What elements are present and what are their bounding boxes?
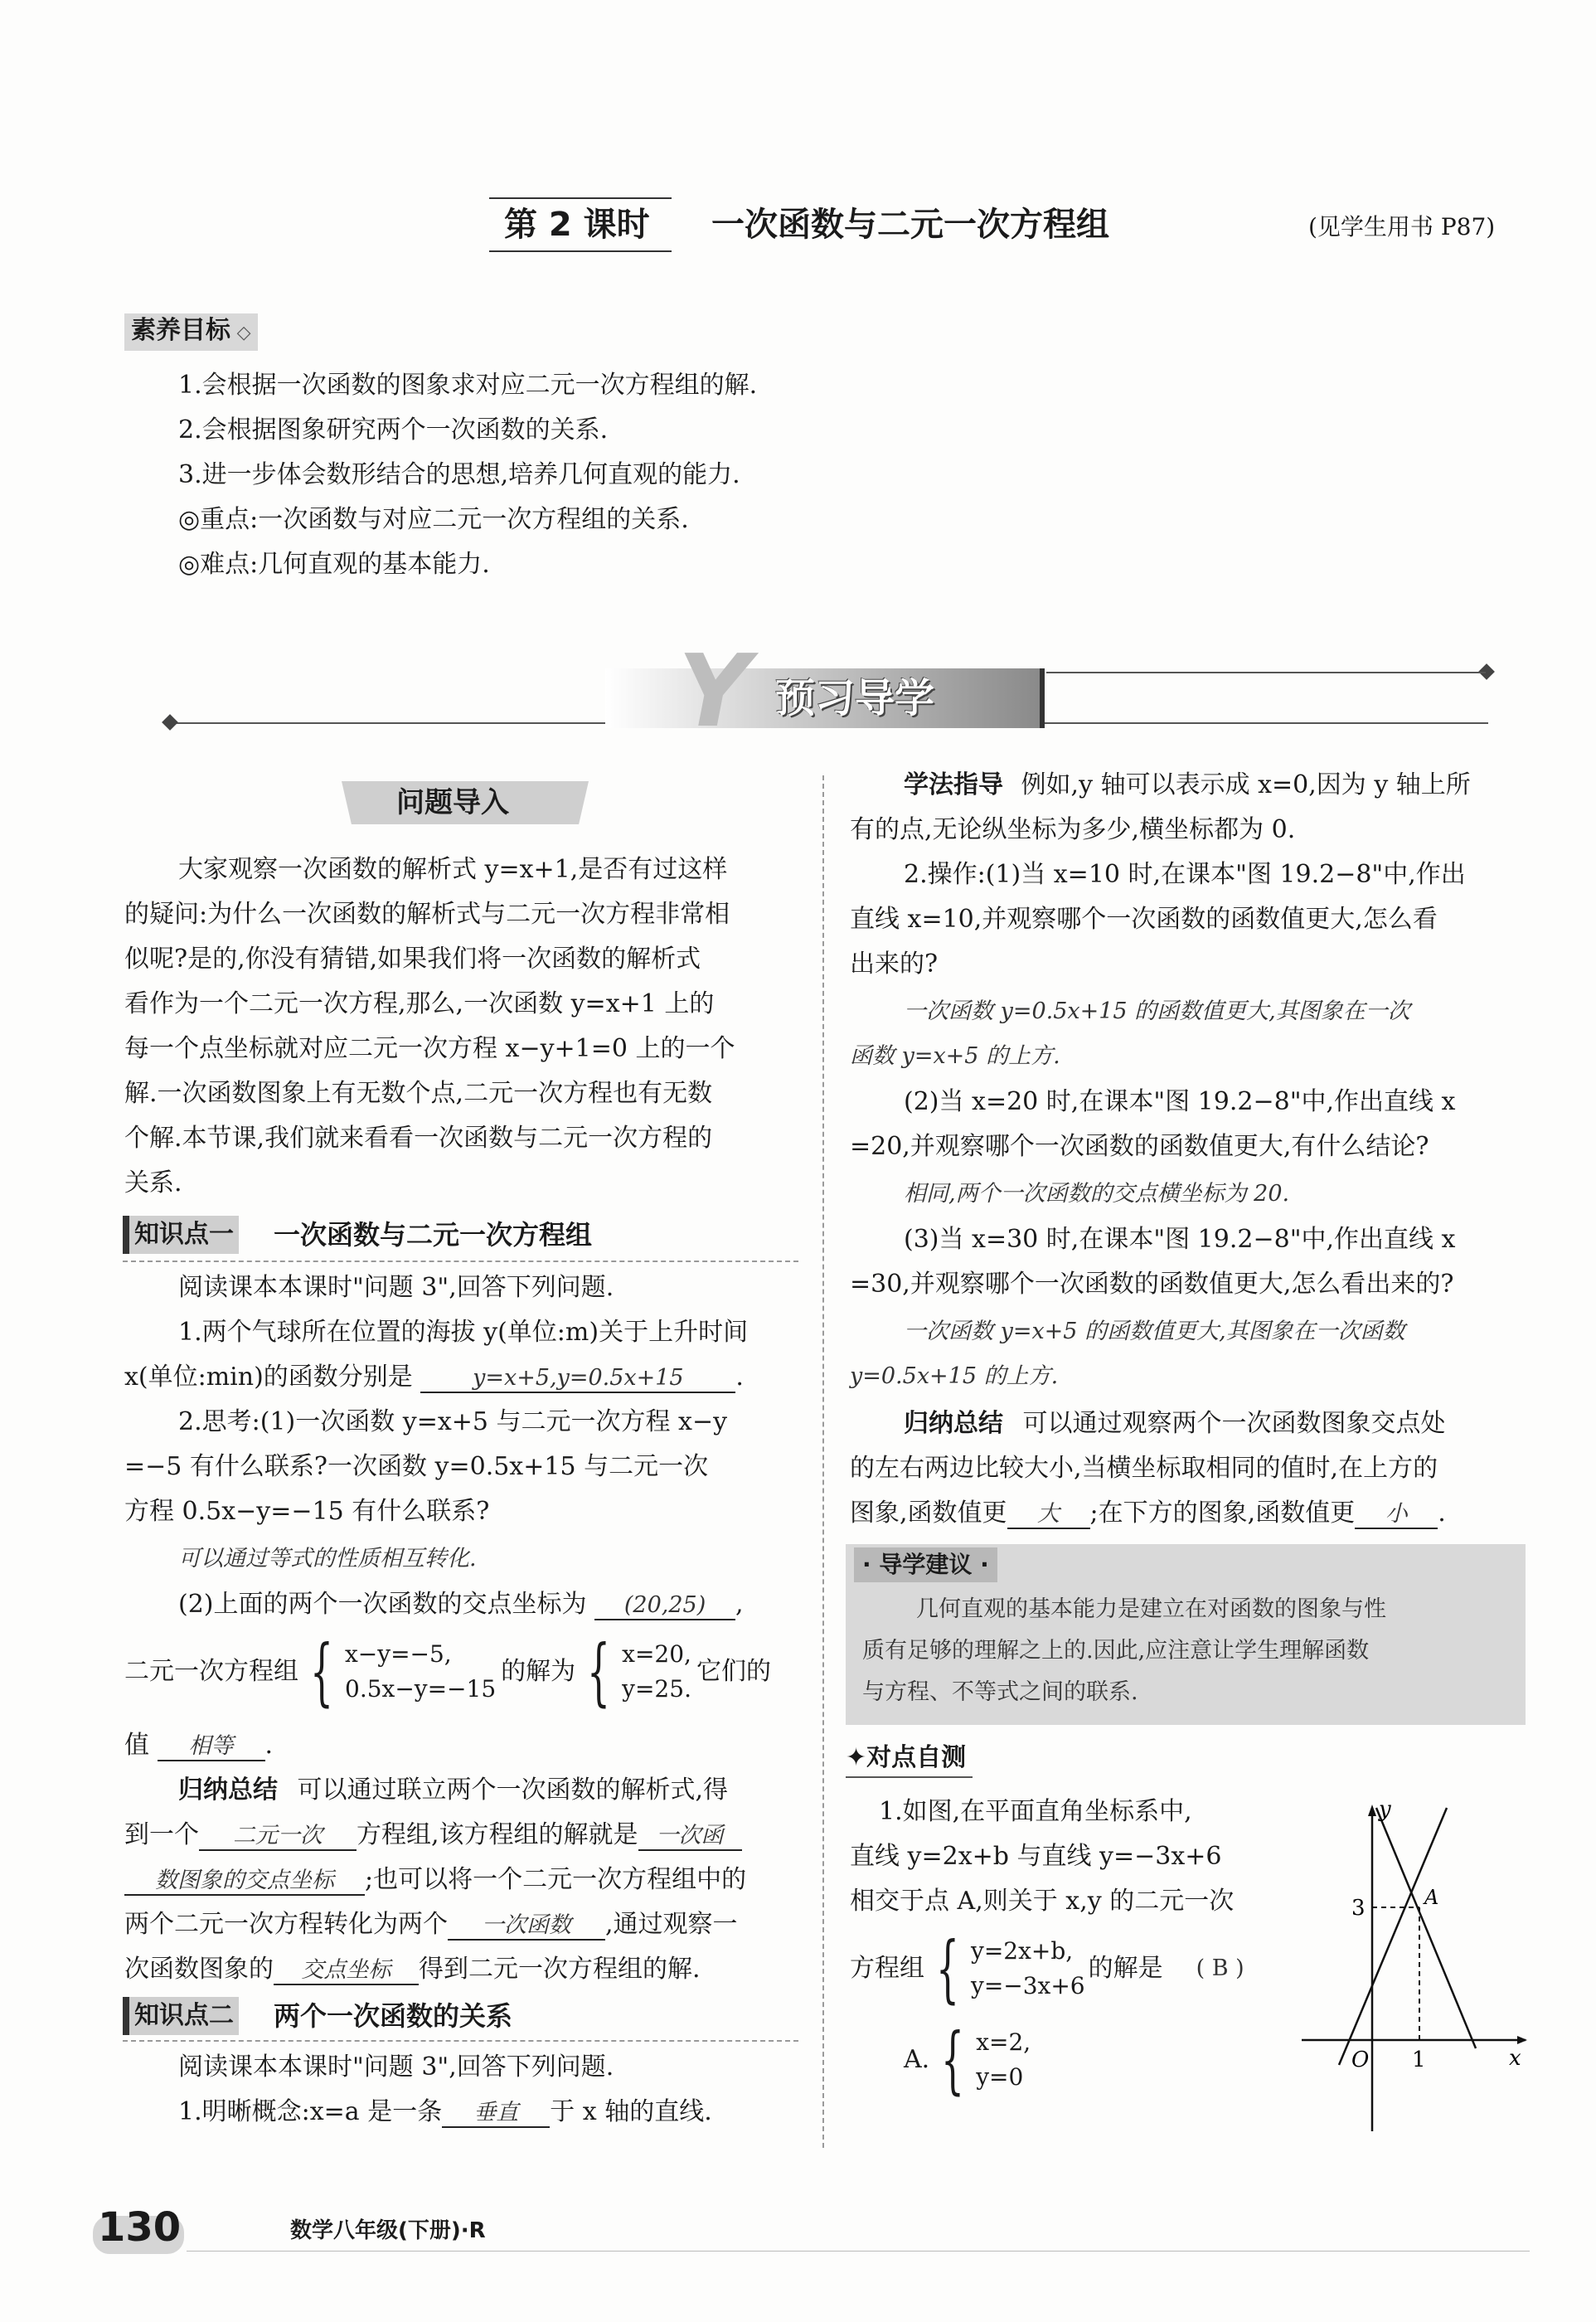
kp1-sum5-answer: 交点坐标 (274, 1957, 419, 1985)
graph-y-label: y (1379, 1797, 1391, 1822)
right-ans-1b: 函数 y=x+5 的上方. (850, 1043, 1060, 1069)
intro-line-8: 关系. (124, 1168, 182, 1197)
kp1-q3a: (2)上面的两个一次函数的交点坐标为 (178, 1590, 587, 1619)
kp1-sys-eq2: 0.5x−y=−15 (345, 1675, 497, 1703)
sparkle-icon: ✦ (846, 1743, 867, 1772)
right-sum3b: ;在下方的图象,函数值更 (1089, 1499, 1356, 1528)
kp1-sys-eq1: x−y=−5, (345, 1640, 452, 1668)
right-op-3: 出来的? (850, 950, 939, 979)
kp1-system (298, 1629, 497, 1714)
kp2-rule (123, 2040, 798, 2042)
kp2-read: 阅读课本本课时"问题 3",回答下列问题. (178, 2052, 614, 2082)
goals-label-text: 素养目标 (131, 316, 230, 345)
footer-page-number: 130 (98, 2204, 182, 2251)
graph-x-label: x (1509, 2046, 1521, 2071)
goal-1: 1.会根据一次函数的图象求对应二元一次方程组的解. (178, 371, 758, 400)
goal-difficult: ◎难点:几何直观的基本能力. (178, 550, 490, 579)
kp1-q1a: 1.两个气球所在位置的海拔 y(单位:m)关于上升时间 (178, 1318, 749, 1347)
footer-book: 数学八年级(下册)·R (290, 2218, 486, 2243)
right-sum3-answer-2: 小 (1355, 1501, 1438, 1529)
intro-title: 问题导入 (396, 786, 509, 819)
kp1-sum2b: 方程组,该方程组的解就是 (357, 1820, 638, 1849)
right-sum1: 可以通过观察两个一次函数图象交点处 (1022, 1409, 1446, 1438)
right-op-1: 2.操作:(1)当 x=10 时,在课本"图 19.2−8"中,作出 (904, 860, 1466, 889)
brace-icon: { (310, 1629, 333, 1714)
test-option-a (904, 2017, 1031, 2102)
kp1-sol-eq1: x=20, (622, 1640, 691, 1668)
kp2-tag: 知识点二 (123, 1997, 239, 2035)
right-op-7: =30,并观察哪个一次函数的函数值更大,怎么看出来的? (850, 1270, 1454, 1299)
right-op-2: 直线 x=10,并观察哪个一次函数的函数值更大,怎么看 (850, 905, 1438, 934)
intro-line-6: 解.一次函数图象上有无数个点,二元一次方程也有无数 (124, 1079, 713, 1108)
test-q1-answer: ( B ) (1196, 1955, 1244, 1981)
header-rule (489, 197, 672, 199)
kp1-sum4a: 两个二元一次方程转化为两个 (124, 1910, 448, 1939)
footer-rule (187, 2251, 1530, 2252)
right-summary-label: 归纳总结 (904, 1409, 1003, 1438)
kp1-q3-answer-2: 相等 (158, 1733, 265, 1761)
kp1-summary-label: 归纳总结 (178, 1776, 278, 1805)
test-q1-a: 1.如图,在平面直角坐标系中, (879, 1797, 1192, 1826)
coordinate-graph (1293, 1791, 1542, 2140)
right-ans-2: 相同,两个一次函数的交点横坐标为 20. (904, 1181, 1290, 1207)
graph-point-a: A (1424, 1886, 1439, 1909)
right-summary-3 (850, 1491, 1446, 1536)
kp1-sum4b: ,通过观察一 (605, 1910, 738, 1939)
right-ans-1a: 一次函数 y=0.5x+15 的函数值更大,其图象在一次 (904, 998, 1410, 1024)
kp1-sum1: 可以通过联立两个一次函数的解析式,得 (297, 1776, 729, 1805)
kp1-sol-eq2: y=25. (622, 1675, 691, 1703)
goal-3: 3.进一步体会数形结合的思想,培养几何直观的能力. (178, 460, 740, 489)
goals-label (124, 313, 258, 351)
brace-icon: { (936, 1926, 959, 2011)
advice-line-2: 质有足够的理解之上的.因此,应注意让学生理解函数 (862, 1638, 1370, 1664)
right-op-4: (2)当 x=20 时,在课本"图 19.2−8"中,作出直线 x (904, 1087, 1456, 1116)
advice-line-3: 与方程、不等式之间的联系. (862, 1679, 1138, 1705)
kp1-q3a-row (178, 1582, 744, 1627)
kp1-sum4-answer: 一次函数 (448, 1912, 605, 1941)
x-axis-arrow (1517, 2036, 1527, 2044)
kp1-q2a: 2.思考:(1)一次函数 y=x+5 与二元一次方程 x−y (178, 1407, 728, 1436)
kp1-tag: 知识点一 (123, 1216, 239, 1254)
kp1-q1-answer: y=x+5,y=0.5x+15 (420, 1365, 735, 1393)
banner-letter: Y (678, 634, 750, 750)
banner-text: 预习导学 (775, 675, 935, 721)
kp1-q2b: =−5 有什么联系?一次函数 y=0.5x+15 与二元一次 (124, 1452, 709, 1481)
right-op-5: =20,并观察哪个一次函数的函数值更大,有什么结论? (850, 1132, 1429, 1161)
lesson-title: 一次函数与二元一次方程组 (711, 206, 1109, 244)
advice-title: · 导学建议 · (854, 1547, 997, 1582)
test-sys-eq2: y=−3x+6 (971, 1972, 1085, 1999)
period: . (1438, 1499, 1446, 1528)
guide-text-1: 例如,y 轴可以表示成 x=0,因为 y 轴上所 (1021, 770, 1471, 799)
lesson-ref: (见学生用书 P87) (1308, 213, 1496, 240)
y-axis-arrow (1368, 1805, 1376, 1816)
intro-line-1: 大家观察一次函数的解析式 y=x+1,是否有过这样 (178, 855, 728, 884)
kp2-q1-row (178, 2090, 712, 2135)
comma: , (735, 1590, 744, 1619)
kp1-q3d: 它们的 (696, 1657, 771, 1686)
goal-2: 2.会根据图象研究两个一次函数的关系. (178, 415, 609, 444)
brace-icon: { (587, 1629, 611, 1714)
intro-line-4: 看作为一个二元一次方程,那么,一次函数 y=x+1 上的 (124, 989, 715, 1018)
diamond-icon: ◇ (230, 323, 251, 343)
right-summary-2: 的左右两边比较大小,当横坐标取相同的值时,在上方的 (850, 1454, 1438, 1483)
graph-tick-1: 1 (1412, 2048, 1426, 2072)
kp1-q3e: 值 (124, 1731, 149, 1760)
kp1-summary-4 (124, 1902, 738, 1947)
test-q1-e: 的解是 (1088, 1954, 1163, 1983)
test-q1-b: 直线 y=2x+b 与直线 y=−3x+6 (850, 1842, 1222, 1871)
test-q1-d: 方程组 (850, 1954, 924, 1983)
kp2-q1b: 于 x 轴的直线. (550, 2097, 712, 2126)
kp1-q2-answer: 可以通过等式的性质相互转化. (178, 1546, 477, 1571)
brace-icon: { (941, 2017, 965, 2102)
right-guide-2: 有的点,无论纵坐标为多少,横坐标都为 0. (850, 815, 1296, 844)
right-op-6: (3)当 x=30 时,在课本"图 19.2−8"中,作出直线 x (904, 1225, 1456, 1254)
kp1-sum2-answer-2: 一次函 (638, 1823, 742, 1851)
kp1-q3e-row (124, 1723, 273, 1768)
test-title-text: 对点自测 (866, 1743, 967, 1772)
kp1-summary-3 (124, 1858, 746, 1902)
period: . (735, 1363, 744, 1392)
option-a-label: A. (904, 2045, 930, 2074)
period: . (264, 1731, 274, 1760)
kp1-sum3b: ;也可以将一个二元一次方程组中的 (365, 1865, 747, 1894)
kp1-summary-2 (124, 1813, 742, 1858)
lesson-label: 第 2 课时 (504, 206, 650, 244)
kp1-title: 一次函数与二元一次方程组 (274, 1219, 593, 1251)
intro-line-2: 的疑问:为什么一次函数的解析式与二元一次方程非常相 (124, 900, 730, 929)
kp1-solution (575, 1629, 691, 1714)
right-ans-3b: y=0.5x+15 的上方. (850, 1363, 1059, 1389)
kp1-summary-1 (178, 1768, 728, 1813)
right-sum3a: 图象,函数值更 (850, 1499, 1007, 1528)
line-y-neg3x-6 (1376, 1808, 1476, 2048)
banner-line-right (1046, 672, 1486, 673)
right-sum3-answer: 大 (1007, 1501, 1090, 1529)
test-title (846, 1740, 973, 1778)
test-sys-eq1: y=2x+b, (971, 1937, 1074, 1965)
intro-line-7: 个解.本节课,我们就来看看一次函数与二元一次方程的 (124, 1124, 713, 1153)
graph-tick-3: 3 (1351, 1896, 1366, 1921)
kp1-system-row (124, 1629, 771, 1714)
kp1-summary-5 (124, 1947, 701, 1992)
kp1-sum2-answer: 二元一次 (199, 1823, 357, 1851)
kp1-read: 阅读课本本课时"问题 3",回答下列问题. (178, 1273, 614, 1302)
kp1-q1b-row (124, 1355, 744, 1400)
kp1-q2c: 方程 0.5x−y=−15 有什么联系? (124, 1497, 490, 1526)
guide-label: 学法指导 (904, 770, 1003, 799)
kp1-q3b: 二元一次方程组 (124, 1657, 298, 1686)
test-q1-system-row (850, 1926, 1244, 2011)
kp1-rule (123, 1261, 798, 1262)
kp1-sum5a: 次函数图象的 (124, 1955, 274, 1984)
right-ans-3a: 一次函数 y=x+5 的函数值更大,其图象在一次函数 (904, 1319, 1405, 1344)
intro-line-5: 每一个点坐标就对应二元一次方程 x−y+1=0 上的一个 (124, 1034, 735, 1063)
option-a-eq2: y=0 (976, 2063, 1024, 2091)
kp1-sum3-answer: 数图象的交点坐标 (124, 1868, 365, 1896)
right-guide-1 (904, 763, 1471, 808)
intro-line-3: 似呢?是的,你没有猜错,如果我们将一次函数的解析式 (124, 945, 701, 974)
kp1-q3-answer: (20,25) (594, 1592, 735, 1620)
kp1-q3c: 的解为 (501, 1657, 576, 1686)
kp2-title: 两个一次函数的关系 (274, 2000, 513, 2032)
column-divider (822, 775, 824, 2148)
option-a-eq1: x=2, (976, 2028, 1031, 2056)
right-summary-1 (904, 1401, 1446, 1446)
kp1-q1b: x(单位:min)的函数分别是 (124, 1363, 413, 1392)
test-q1-c: 相交于点 A,则关于 x,y 的二元一次 (850, 1887, 1235, 1916)
header-rule-bottom (489, 250, 672, 252)
kp1-sum2a: 到一个 (124, 1820, 199, 1849)
kp1-sum5b: 得到二元一次方程组的解. (419, 1955, 701, 1984)
kp2-q1-answer: 垂直 (442, 2100, 550, 2128)
banner-line-dot-left (162, 714, 178, 731)
option-a-system (929, 2017, 1031, 2102)
advice-line-1: 几何直观的基本能力是建立在对函数的图象与性 (916, 1596, 1386, 1622)
graph-origin-label: O (1351, 2048, 1370, 2072)
goal-key: ◎重点:一次函数与对应二元一次方程组的关系. (178, 505, 689, 534)
kp2-q1a: 1.明晰概念:x=a 是一条 (178, 2097, 443, 2126)
test-system (924, 1926, 1085, 2011)
